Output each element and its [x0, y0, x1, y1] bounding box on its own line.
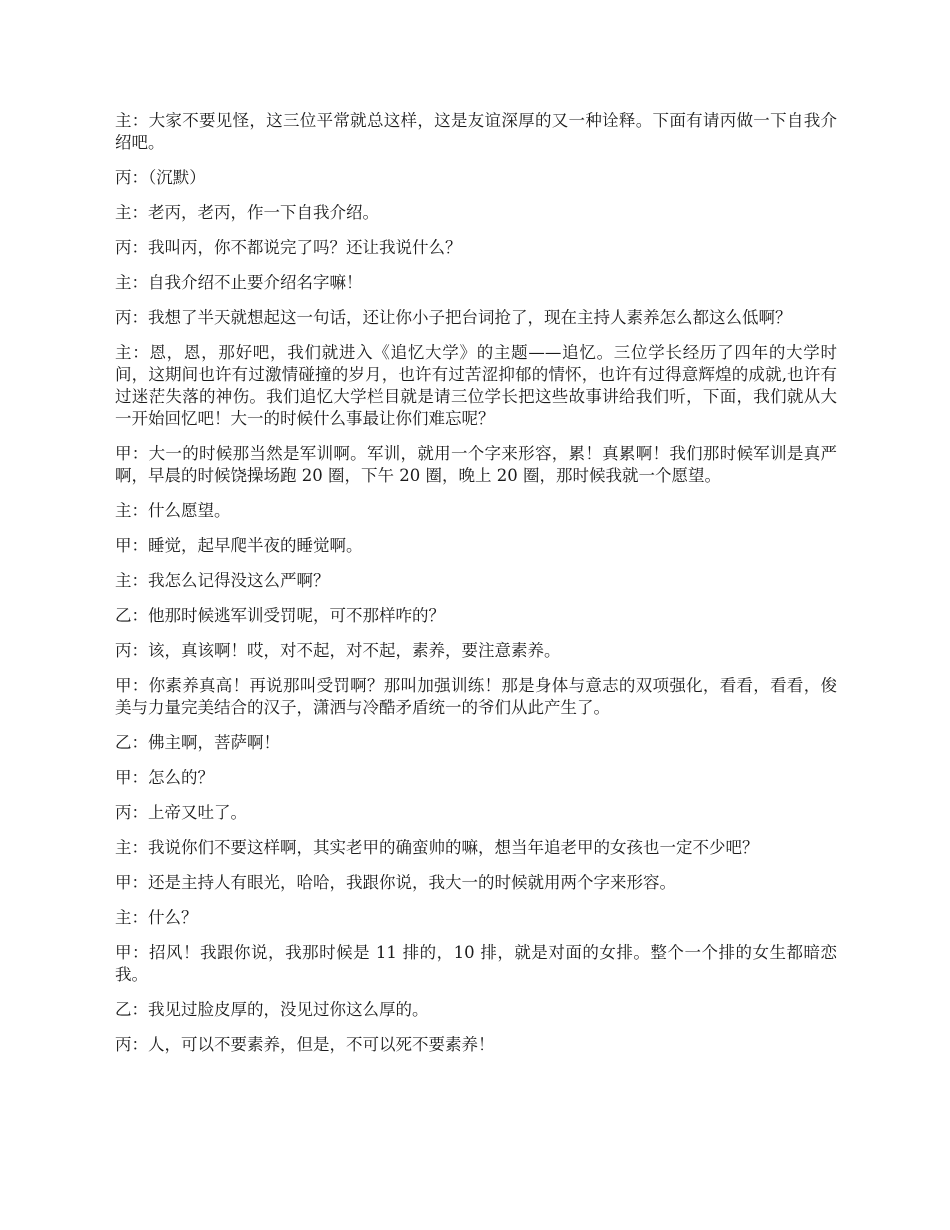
dialogue-paragraph: 主：我说你们不要这样啊，其实老甲的确蛮帅的嘛，想当年追老甲的女孩也一定不少吧？	[115, 838, 759, 857]
dialogue-paragraph: 甲：还是主持人有眼光，哈哈，我跟你说，我大一的时候就用两个字来形容。	[115, 873, 676, 892]
dialogue-paragraph: 丙：我想了半天就想起这一句话，还让你小子把台词抢了，现在主持人素养怎么都这么低啊？	[115, 308, 792, 327]
dialogue-paragraph: 甲：睡觉，起早爬半夜的睡觉啊。	[115, 536, 363, 555]
dialogue-paragraph: 主：自我介绍不止要介绍名字嘛！	[115, 273, 363, 292]
dialogue-paragraph: 丙：该，真该啊！哎，对不起，对不起，素养，要注意素养。	[115, 641, 561, 660]
dialogue-paragraph: 丙：上帝又吐了。	[115, 803, 247, 822]
dialogue-paragraph: 乙：佛主啊，菩萨啊！	[115, 733, 280, 752]
dialogue-paragraph: 乙：他那时候逃军训受罚呢，可不那样咋的？	[115, 606, 445, 625]
dialogue-paragraph: 主：恩，恩，那好吧，我们就进入《追忆大学》的主题——追忆。三位学长经历了四年的大学时间，这期间也许有过激情碰撞的岁月，也许有过苦涩抑郁的情怀，也许有过得意辉煌的成就,也许有过迷茫失落的神伤。我们追忆大学栏目就是请三位学长把这些故事讲给我们听，下面，我们就从大一开始回忆吧！大一的时候什么事最让你们难忘呢？	[115, 343, 837, 428]
dialogue-paragraph: 甲：怎么的？	[115, 768, 214, 787]
dialogue-paragraph: 丙：人，可以不要素养，但是，不可以死不要素养！	[115, 1035, 495, 1054]
dialogue-paragraph: 甲：你素养真高！再说那叫受罚啊？那叫加强训练！那是身体与意志的双项强化，看看，看看，俊美与力量完美结合的汉子，潇洒与冷酷矛盾统一的爷们从此产生了。	[115, 676, 837, 717]
dialogue-paragraph: 主：大家不要见怪，这三位平常就总这样，这是友谊深厚的又一种诠释。下面有请丙做一下自我介绍吧。	[115, 111, 837, 152]
dialogue-paragraph: 主：我怎么记得没这么严啊？	[115, 571, 330, 590]
dialogue-paragraph: 乙：我见过脸皮厚的，没见过你这么厚的。	[115, 1000, 429, 1019]
dialogue-paragraph: 主：什么？	[115, 908, 198, 927]
dialogue-paragraph: 甲：招风！我跟你说，我那时候是 11 排的，10 排，就是对面的女排。整个一个排的女生都暗恋我。	[115, 943, 837, 984]
dialogue-paragraph: 主：什么愿望。	[115, 501, 231, 520]
dialogue-paragraph: 丙：（沉默）	[115, 168, 206, 187]
dialogue-paragraph: 主：老丙，老丙，作一下自我介绍。	[115, 203, 379, 222]
dialogue-paragraph: 丙：我叫丙，你不都说完了吗？还让我说什么？	[115, 238, 462, 257]
dialogue-paragraph: 甲：大一的时候那当然是军训啊。军训，就用一个字来形容，累！真累啊！我们那时候军训是真严啊，早晨的时候饶操场跑 20 圈，下午 20 圈，晚上 20 圈，那时候我就一个愿望。	[115, 444, 837, 485]
